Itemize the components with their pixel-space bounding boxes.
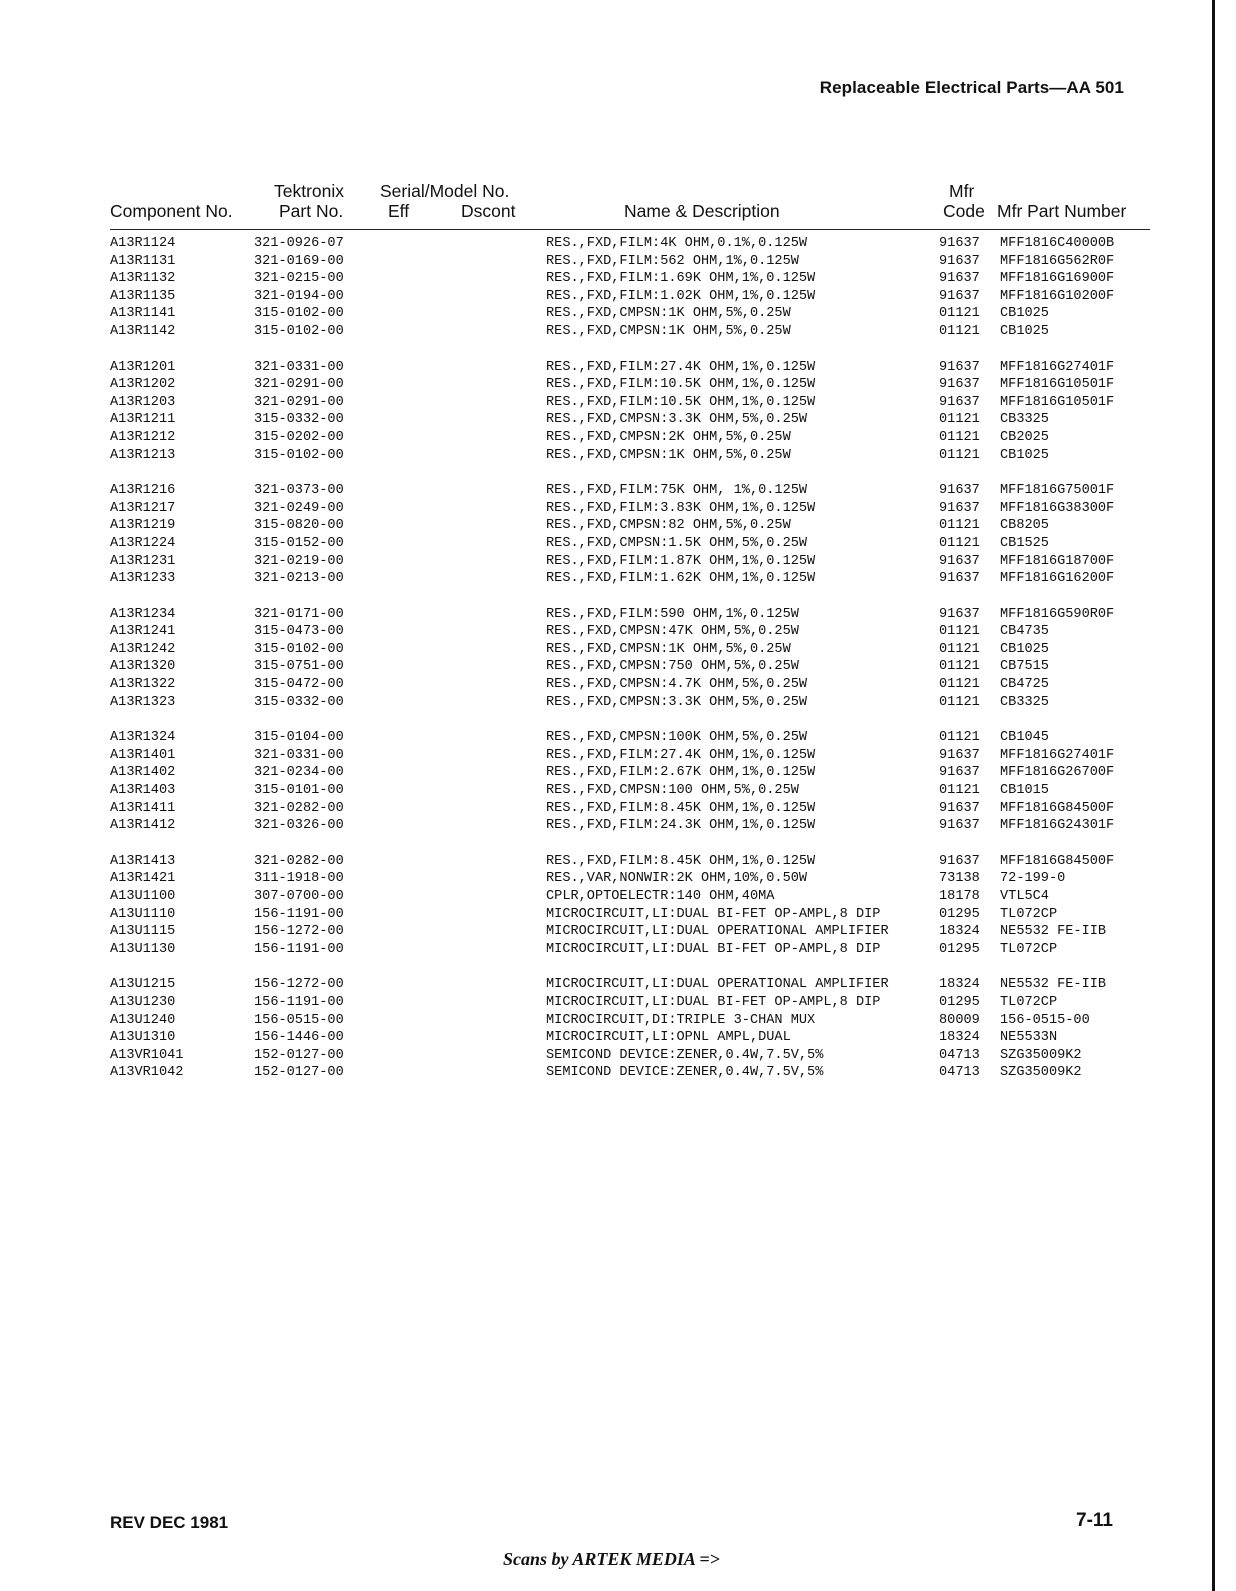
table-row — [106, 977, 1150, 995]
mfr-code: 01121 — [939, 447, 980, 463]
mfr-part-number: MFF1816G590R0F — [1000, 606, 1115, 622]
tek-part-no: 156-1446-00 — [254, 1030, 344, 1046]
column-code: Code — [943, 201, 985, 221]
tek-part-no: 321-0326-00 — [254, 818, 344, 834]
tek-part-no: 321-0234-00 — [254, 765, 344, 781]
column-eff: Eff — [388, 201, 410, 221]
tek-part-no: 156-1191-00 — [254, 941, 344, 957]
tek-part-no: 315-0332-00 — [254, 694, 344, 710]
component-no: A13R1322 — [110, 677, 176, 693]
description: RES.,FXD,FILM:1.87K OHM,1%,0.125W — [546, 553, 816, 569]
tek-part-no: 307-0700-00 — [254, 889, 344, 904]
mfr-code: 01121 — [939, 641, 980, 657]
column-tektronix: Tektronix — [274, 181, 345, 201]
description: RES.,FXD,FILM:8.45K OHM,1%,0.125W — [546, 853, 816, 869]
description: MICROCIRCUIT,LI:DUAL BI-FET OP-AMPL,8 DIP — [546, 994, 881, 1010]
component-no: A13R1231 — [110, 553, 176, 569]
mfr-code: 18324 — [939, 977, 980, 993]
description: RES.,FXD,FILM:27.4K OHM,1%,0.125W — [546, 359, 816, 375]
mfr-part-number: MFF1816G10200F — [1000, 288, 1115, 304]
component-no: A13R1219 — [110, 518, 176, 534]
component-no: A13R1132 — [110, 271, 176, 287]
component-no: A13R1401 — [110, 747, 176, 763]
component-no: A13R1323 — [110, 694, 176, 710]
mfr-part-number: MFF1816G84500F — [1000, 853, 1115, 869]
description: RES.,FXD,CMPSN:1K OHM,5%,0.25W — [546, 641, 791, 657]
description: RES.,FXD,FILM:10.5K OHM,1%,0.125W — [546, 394, 816, 410]
description: RES.,FXD,CMPSN:1K OHM,5%,0.25W — [546, 323, 791, 339]
component-no: A13R1421 — [110, 871, 176, 887]
component-no: A13R1135 — [110, 288, 176, 304]
mfr-part-number: MFF1816G26700F — [1000, 765, 1115, 781]
table-row — [106, 659, 1150, 677]
tek-part-no: 321-0219-00 — [254, 553, 344, 569]
table-row — [106, 730, 1150, 748]
table-row — [106, 501, 1150, 519]
table-row — [106, 254, 1150, 272]
tek-part-no: 315-0102-00 — [254, 447, 344, 463]
description: CPLR,OPTOELECTR:140 OHM,40MA — [546, 889, 775, 904]
table-row — [106, 907, 1150, 925]
page-header: Replaceable Electrical Parts—AA 501 — [819, 78, 1124, 97]
mfr-part-number: CB3325 — [1000, 412, 1049, 428]
mfr-code: 91637 — [939, 853, 980, 869]
mfr-code: 01121 — [939, 677, 980, 693]
component-no: A13VR1041 — [110, 1047, 184, 1063]
component-no: A13R1211 — [110, 412, 176, 428]
table-row — [106, 695, 1150, 713]
table-row — [106, 818, 1150, 836]
table-row — [106, 448, 1150, 466]
description: MICROCIRCUIT,LI:DUAL BI-FET OP-AMPL,8 DIP — [546, 941, 881, 957]
table-row — [106, 607, 1150, 625]
mfr-code: 01121 — [939, 323, 980, 339]
description: RES.,FXD,CMPSN:100K OHM,5%,0.25W — [546, 730, 808, 746]
tek-part-no: 315-0152-00 — [254, 535, 344, 551]
component-no: A13R1201 — [110, 359, 176, 375]
table-row — [106, 801, 1150, 819]
tek-part-no: 321-0331-00 — [254, 359, 344, 375]
description: RES.,FXD,FILM:8.45K OHM,1%,0.125W — [546, 800, 816, 816]
tek-part-no: 315-0751-00 — [254, 659, 344, 675]
mfr-part-number: CB1025 — [1000, 306, 1049, 322]
mfr-part-number: 72-199-0 — [1000, 871, 1066, 887]
description: SEMICOND DEVICE:ZENER,0.4W,7.5V,5% — [546, 1065, 824, 1081]
mfr-part-number: CB1025 — [1000, 447, 1049, 463]
component-no: A13R1202 — [110, 377, 176, 393]
table-row — [106, 854, 1150, 872]
tek-part-no: 315-0102-00 — [254, 641, 344, 657]
table-row — [106, 518, 1150, 536]
table-row — [106, 677, 1150, 695]
description: RES.,FXD,CMPSN:1K OHM,5%,0.25W — [546, 447, 791, 463]
parts-group — [106, 977, 1150, 1083]
mfr-code: 01121 — [939, 659, 980, 675]
description: RES.,VAR,NONWIR:2K OHM,10%,0.50W — [546, 871, 808, 887]
mfr-part-number: NE5532 FE-IIB — [1000, 977, 1107, 993]
mfr-part-number: CB1025 — [1000, 323, 1049, 339]
mfr-code: 91637 — [939, 553, 980, 569]
mfr-code: 91637 — [939, 500, 980, 516]
mfr-part-number: CB4725 — [1000, 677, 1049, 693]
mfr-code: 18324 — [939, 924, 980, 940]
tek-part-no: 156-1272-00 — [254, 924, 344, 940]
description: MICROCIRCUIT,LI:OPNL AMPL,DUAL — [546, 1030, 791, 1046]
component-no: A13R1233 — [110, 571, 176, 587]
tek-part-no: 321-0249-00 — [254, 500, 344, 516]
mfr-code: 91637 — [939, 253, 980, 269]
mfr-part-number: SZG35009K2 — [1000, 1065, 1082, 1081]
mfr-code: 01295 — [939, 994, 980, 1010]
mfr-code: 18324 — [939, 1030, 980, 1046]
component-no: A13VR1042 — [110, 1065, 184, 1081]
component-no: A13U1115 — [110, 924, 176, 940]
mfr-part-number: CB8205 — [1000, 518, 1049, 534]
page-edge-line — [1212, 0, 1215, 1591]
mfr-part-number: MFF1816G16900F — [1000, 271, 1115, 287]
table-row — [106, 765, 1150, 783]
component-no: A13U1230 — [110, 994, 176, 1010]
component-no: A13R1216 — [110, 483, 176, 499]
mfr-code: 91637 — [939, 377, 980, 393]
description: RES.,FXD,CMPSN:2K OHM,5%,0.25W — [546, 429, 791, 445]
mfr-part-number: TL072CP — [1000, 994, 1058, 1010]
component-no: A13R1242 — [110, 641, 176, 657]
mfr-code: 91637 — [939, 288, 980, 304]
component-no: A13U1215 — [110, 977, 176, 993]
tek-part-no: 321-0331-00 — [254, 747, 344, 763]
description: RES.,FXD,FILM:3.83K OHM,1%,0.125W — [546, 500, 816, 516]
tek-part-no: 321-0171-00 — [254, 606, 344, 622]
revision-date: REV DEC 1981 — [110, 1513, 229, 1532]
mfr-part-number: SZG35009K2 — [1000, 1047, 1082, 1063]
table-row — [106, 1048, 1150, 1066]
scan-credit: Scans by ARTEK MEDIA => — [503, 1549, 720, 1569]
mfr-code: 91637 — [939, 394, 980, 410]
table-row — [106, 395, 1150, 413]
description: RES.,FXD,FILM:4K OHM,0.1%,0.125W — [546, 236, 808, 251]
tek-part-no: 315-0202-00 — [254, 429, 344, 445]
mfr-code: 04713 — [939, 1047, 980, 1063]
description: RES.,FXD,CMPSN:47K OHM,5%,0.25W — [546, 624, 799, 640]
description: RES.,FXD,FILM:27.4K OHM,1%,0.125W — [546, 747, 816, 763]
column-name-description: Name & Description — [624, 201, 780, 221]
table-row — [106, 289, 1150, 307]
mfr-part-number: MFF1816G562R0F — [1000, 253, 1115, 269]
tek-part-no: 321-0194-00 — [254, 288, 344, 304]
mfr-code: 01121 — [939, 518, 980, 534]
table-row — [106, 1030, 1150, 1048]
mfr-part-number: NE5533N — [1000, 1030, 1058, 1046]
table-row — [106, 360, 1150, 378]
component-no: A13R1142 — [110, 323, 176, 339]
tek-part-no: 311-1918-00 — [254, 871, 344, 887]
tek-part-no: 315-0101-00 — [254, 783, 344, 799]
component-no: A13U1130 — [110, 941, 176, 957]
description: RES.,FXD,FILM:10.5K OHM,1%,0.125W — [546, 377, 816, 393]
description: RES.,FXD,CMPSN:3.3K OHM,5%,0.25W — [546, 412, 808, 428]
component-no: A13R1224 — [110, 535, 176, 551]
tek-part-no: 315-0102-00 — [254, 306, 344, 322]
description: SEMICOND DEVICE:ZENER,0.4W,7.5V,5% — [546, 1047, 824, 1063]
column-mfr-part-number: Mfr Part Number — [997, 201, 1127, 221]
component-no: A13U1310 — [110, 1030, 176, 1046]
component-no: A13R1234 — [110, 606, 176, 622]
tek-part-no: 321-0291-00 — [254, 394, 344, 410]
mfr-code: 73138 — [939, 871, 980, 887]
description: RES.,FXD,CMPSN:1.5K OHM,5%,0.25W — [546, 535, 808, 551]
table-row — [106, 942, 1150, 960]
mfr-part-number: MFF1816C40000B — [1000, 236, 1115, 251]
mfr-part-number: CB1025 — [1000, 641, 1049, 657]
tek-part-no: 315-0473-00 — [254, 624, 344, 640]
mfr-code: 91637 — [939, 483, 980, 499]
mfr-code: 91637 — [939, 236, 980, 251]
description: RES.,FXD,CMPSN:750 OHM,5%,0.25W — [546, 659, 799, 675]
component-no: A13R1217 — [110, 500, 176, 516]
table-row — [106, 1065, 1150, 1083]
component-no: A13R1213 — [110, 447, 176, 463]
table-row — [106, 536, 1150, 554]
mfr-code: 01121 — [939, 624, 980, 640]
mfr-code: 01295 — [939, 906, 980, 922]
column-mfr: Mfr — [949, 181, 975, 201]
table-row — [106, 924, 1150, 942]
mfr-code: 01121 — [939, 535, 980, 551]
tek-part-no: 315-0820-00 — [254, 518, 344, 534]
component-no: A13U1240 — [110, 1012, 176, 1028]
table-row — [106, 1013, 1150, 1031]
description: RES.,FXD,FILM:1.69K OHM,1%,0.125W — [546, 271, 816, 287]
description: RES.,FXD,FILM:1.62K OHM,1%,0.125W — [546, 571, 816, 587]
mfr-code: 91637 — [939, 606, 980, 622]
component-no: A13R1131 — [110, 253, 176, 269]
parts-group — [106, 483, 1150, 589]
parts-table — [106, 236, 1150, 1101]
tek-part-no: 321-0926-07 — [254, 236, 344, 251]
column-dscont: Dscont — [461, 201, 516, 221]
tek-part-no: 315-0332-00 — [254, 412, 344, 428]
mfr-part-number: CB1045 — [1000, 730, 1049, 746]
mfr-code: 91637 — [939, 271, 980, 287]
mfr-part-number: NE5532 FE-IIB — [1000, 924, 1107, 940]
tek-part-no: 152-0127-00 — [254, 1047, 344, 1063]
table-row — [106, 642, 1150, 660]
description: RES.,FXD,CMPSN:4.7K OHM,5%,0.25W — [546, 677, 808, 693]
component-no: A13R1412 — [110, 818, 176, 834]
component-no: A13U1100 — [110, 889, 176, 904]
description: MICROCIRCUIT,LI:DUAL BI-FET OP-AMPL,8 DIP — [546, 906, 881, 922]
mfr-code: 18178 — [939, 889, 980, 904]
mfr-part-number: CB4735 — [1000, 624, 1049, 640]
mfr-code: 91637 — [939, 818, 980, 834]
table-row — [106, 412, 1150, 430]
mfr-code: 01295 — [939, 941, 980, 957]
table-row — [106, 271, 1150, 289]
table-row — [106, 571, 1150, 589]
description: RES.,FXD,FILM:2.67K OHM,1%,0.125W — [546, 765, 816, 781]
mfr-part-number: TL072CP — [1000, 941, 1058, 957]
mfr-part-number: MFF1816G10501F — [1000, 377, 1115, 393]
table-row — [106, 306, 1150, 324]
description: RES.,FXD,FILM:1.02K OHM,1%,0.125W — [546, 288, 816, 304]
parts-group — [106, 854, 1150, 960]
component-no: A13R1403 — [110, 783, 176, 799]
tek-part-no: 315-0102-00 — [254, 323, 344, 339]
column-component-no: Component No. — [110, 201, 233, 221]
tek-part-no: 152-0127-00 — [254, 1065, 344, 1081]
parts-group — [106, 360, 1150, 466]
component-no: A13R1413 — [110, 853, 176, 869]
component-no: A13R1241 — [110, 624, 176, 640]
mfr-part-number: CB2025 — [1000, 429, 1049, 445]
table-row — [106, 624, 1150, 642]
description: RES.,FXD,CMPSN:100 OHM,5%,0.25W — [546, 783, 799, 799]
mfr-part-number: MFF1816G18700F — [1000, 553, 1115, 569]
description: RES.,FXD,CMPSN:3.3K OHM,5%,0.25W — [546, 694, 808, 710]
mfr-part-number: CB1015 — [1000, 783, 1049, 799]
page-number: 7-11 — [1076, 1510, 1113, 1531]
tek-part-no: 321-0291-00 — [254, 377, 344, 393]
table-row — [106, 430, 1150, 448]
mfr-code: 91637 — [939, 800, 980, 816]
column-part-no: Part No. — [279, 201, 344, 221]
tek-part-no: 156-1191-00 — [254, 994, 344, 1010]
tek-part-no: 315-0472-00 — [254, 677, 344, 693]
mfr-part-number: 156-0515-00 — [1000, 1012, 1090, 1028]
component-no: A13R1124 — [110, 236, 176, 251]
component-no: A13R1203 — [110, 394, 176, 410]
parts-group — [106, 730, 1150, 836]
tek-part-no: 321-0215-00 — [254, 271, 344, 287]
mfr-part-number: MFF1816G24301F — [1000, 818, 1115, 834]
mfr-part-number: MFF1816G16200F — [1000, 571, 1115, 587]
mfr-code: 01121 — [939, 730, 980, 746]
table-row — [106, 483, 1150, 501]
mfr-code: 91637 — [939, 571, 980, 587]
mfr-part-number: MFF1816G10501F — [1000, 394, 1115, 410]
mfr-code: 01121 — [939, 412, 980, 428]
mfr-part-number: MFF1816G27401F — [1000, 359, 1115, 375]
header-rule — [110, 229, 1150, 230]
tek-part-no: 156-0515-00 — [254, 1012, 344, 1028]
description: MICROCIRCUIT,DI:TRIPLE 3-CHAN MUX — [546, 1012, 816, 1028]
description: RES.,FXD,FILM:562 OHM,1%,0.125W — [546, 253, 799, 269]
tek-part-no: 315-0104-00 — [254, 730, 344, 746]
component-no: A13R1324 — [110, 730, 176, 746]
tek-part-no: 321-0282-00 — [254, 800, 344, 816]
component-no: A13R1411 — [110, 800, 176, 816]
mfr-code: 80009 — [939, 1012, 980, 1028]
tek-part-no: 321-0213-00 — [254, 571, 344, 587]
mfr-code: 91637 — [939, 747, 980, 763]
component-no: A13R1320 — [110, 659, 176, 675]
description: MICROCIRCUIT,LI:DUAL OPERATIONAL AMPLIFIER — [546, 924, 889, 940]
mfr-code: 01121 — [939, 783, 980, 799]
mfr-part-number: CB1525 — [1000, 535, 1049, 551]
mfr-code: 91637 — [939, 765, 980, 781]
mfr-code: 01121 — [939, 429, 980, 445]
table-row — [106, 748, 1150, 766]
description: RES.,FXD,CMPSN:82 OHM,5%,0.25W — [546, 518, 791, 534]
mfr-part-number: CB3325 — [1000, 694, 1049, 710]
mfr-part-number: MFF1816G27401F — [1000, 747, 1115, 763]
mfr-part-number: MFF1816G75001F — [1000, 483, 1115, 499]
description: RES.,FXD,FILM:75K OHM, 1%,0.125W — [546, 483, 808, 499]
table-row — [106, 889, 1150, 907]
parts-group — [106, 607, 1150, 713]
table-row — [106, 995, 1150, 1013]
description: RES.,FXD,CMPSN:1K OHM,5%,0.25W — [546, 306, 791, 322]
mfr-code: 04713 — [939, 1065, 980, 1081]
mfr-code: 01121 — [939, 694, 980, 710]
mfr-part-number: TL072CP — [1000, 906, 1058, 922]
table-row — [106, 554, 1150, 572]
table-row — [106, 377, 1150, 395]
component-no: A13U1110 — [110, 906, 176, 922]
component-no: A13R1141 — [110, 306, 176, 322]
tek-part-no: 321-0282-00 — [254, 853, 344, 869]
component-no: A13R1212 — [110, 429, 176, 445]
table-row — [106, 871, 1150, 889]
mfr-part-number: MFF1816G84500F — [1000, 800, 1115, 816]
component-no: A13R1402 — [110, 765, 176, 781]
tek-part-no: 156-1191-00 — [254, 906, 344, 922]
mfr-code: 91637 — [939, 359, 980, 375]
mfr-code: 01121 — [939, 306, 980, 322]
description: MICROCIRCUIT,LI:DUAL OPERATIONAL AMPLIFIER — [546, 977, 889, 993]
table-row — [106, 236, 1150, 254]
parts-group — [106, 236, 1150, 342]
mfr-part-number: VTL5C4 — [1000, 889, 1049, 904]
description: RES.,FXD,FILM:24.3K OHM,1%,0.125W — [546, 818, 816, 834]
table-row — [106, 783, 1150, 801]
mfr-part-number: MFF1816G38300F — [1000, 500, 1115, 516]
tek-part-no: 321-0373-00 — [254, 483, 344, 499]
column-serial-model: Serial/Model No. — [380, 181, 510, 201]
tek-part-no: 321-0169-00 — [254, 253, 344, 269]
tek-part-no: 156-1272-00 — [254, 977, 344, 993]
description: RES.,FXD,FILM:590 OHM,1%,0.125W — [546, 606, 799, 622]
mfr-part-number: CB7515 — [1000, 659, 1049, 675]
table-row — [106, 324, 1150, 342]
